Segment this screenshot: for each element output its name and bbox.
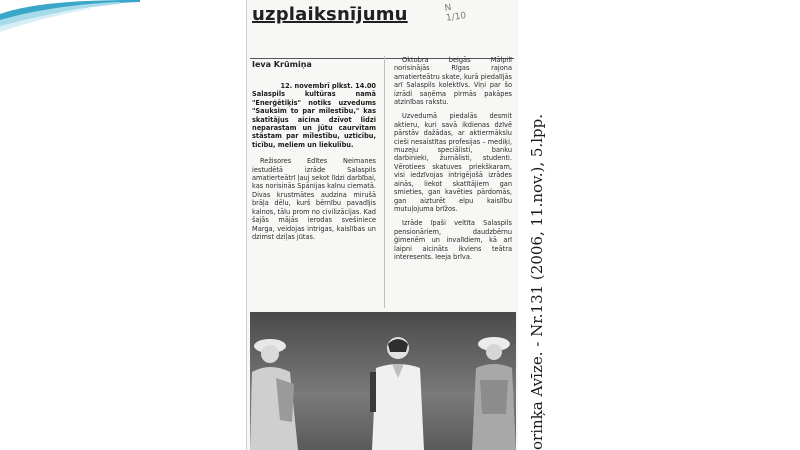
theatre-photo: [250, 312, 516, 450]
article-paragraph: Izrāde īpaši veltīta Salaspils pensionāriem, daudzbērnu ģimenēm un invalīdiem, kā arī laipni aicināts ikviens teātra interesents. Ieeja brīva.: [394, 219, 512, 261]
column-divider: [384, 56, 385, 308]
archive-mark-line-1: N: [444, 3, 453, 14]
source-citation: orinķa Avīze. - Nr.131 (2006, 11.nov.), 5.lpp.: [528, 114, 546, 450]
article-column-right: [394, 56, 512, 267]
decorative-swoosh-icon: [0, 0, 140, 40]
actress-right-figure: [468, 334, 516, 450]
actress-left-figure: [250, 332, 310, 450]
article-column-left: [252, 82, 376, 247]
clipping-edge: [246, 0, 247, 450]
archive-mark-line-2: 1/10: [445, 11, 467, 24]
lead-date: 12. novembrī plkst. 14.00: [280, 82, 376, 90]
handwritten-archive-mark: [444, 0, 474, 33]
newspaper-clipping: [246, 0, 518, 450]
article-lead: [252, 82, 376, 149]
article-paragraph: Uzvedumā piedalās desmit aktieru, kuri savā ikdienas dzīvē pārstāv dažādas, ar aktiermākslu cieši nesaistītas profesijas – mediķi, muzeju speciālisti, banku darbinieki, žurnālisti, studenti. Vērotiees skatuves priekškaram, visi iedzīvojas intrigējošā izrādes ainās, liekot skatītājiem gan smieties, gan kavēties pārdomās, gan aizturēt elpu kaislību mutuļojuma brīžos.: [394, 112, 512, 213]
article-paragraph: Režisores Edītes Neimanes iestudētā izrāde Salaspils amatierteātrī ļauj sekot līdzi darbībai, kas norisinās Spānijas kalnu ciematā. Divas krustmātes audzina mirušā brāļa dēlu, kurš bērnību pavadījis kalnos, tālu prom no civilizācijas. Kad šajās mājās ierodas svešiniece Marga, veidojas intrigas, kaislības un dzimst dziļas jūtas.: [252, 157, 376, 241]
article-headline: uzplaiksnījumu: [252, 4, 408, 25]
article-author: Ieva Krūmiņa: [252, 60, 312, 69]
article-paragraph: Oktobra beigās Mālpilī norisinājās Rīgas rajona amatierteātru skate, kurā piedalījās arī Salaspils kolektīvs. Viņi par šo izrādi saņēma pirmās pakāpes atzinības rakstu.: [394, 56, 512, 107]
lead-text: Salaspils kultūras namā "Enerģētiķis" notiks uzvedums "Sauksim to par mīlestību," kas skatītājus aicina dzīvot līdzi neparastam un jūtu caurvītam stāstam par mīlestību, uzticību, ticību, meliem un liekulību.: [252, 90, 376, 149]
actress-center-figure: [362, 334, 432, 450]
